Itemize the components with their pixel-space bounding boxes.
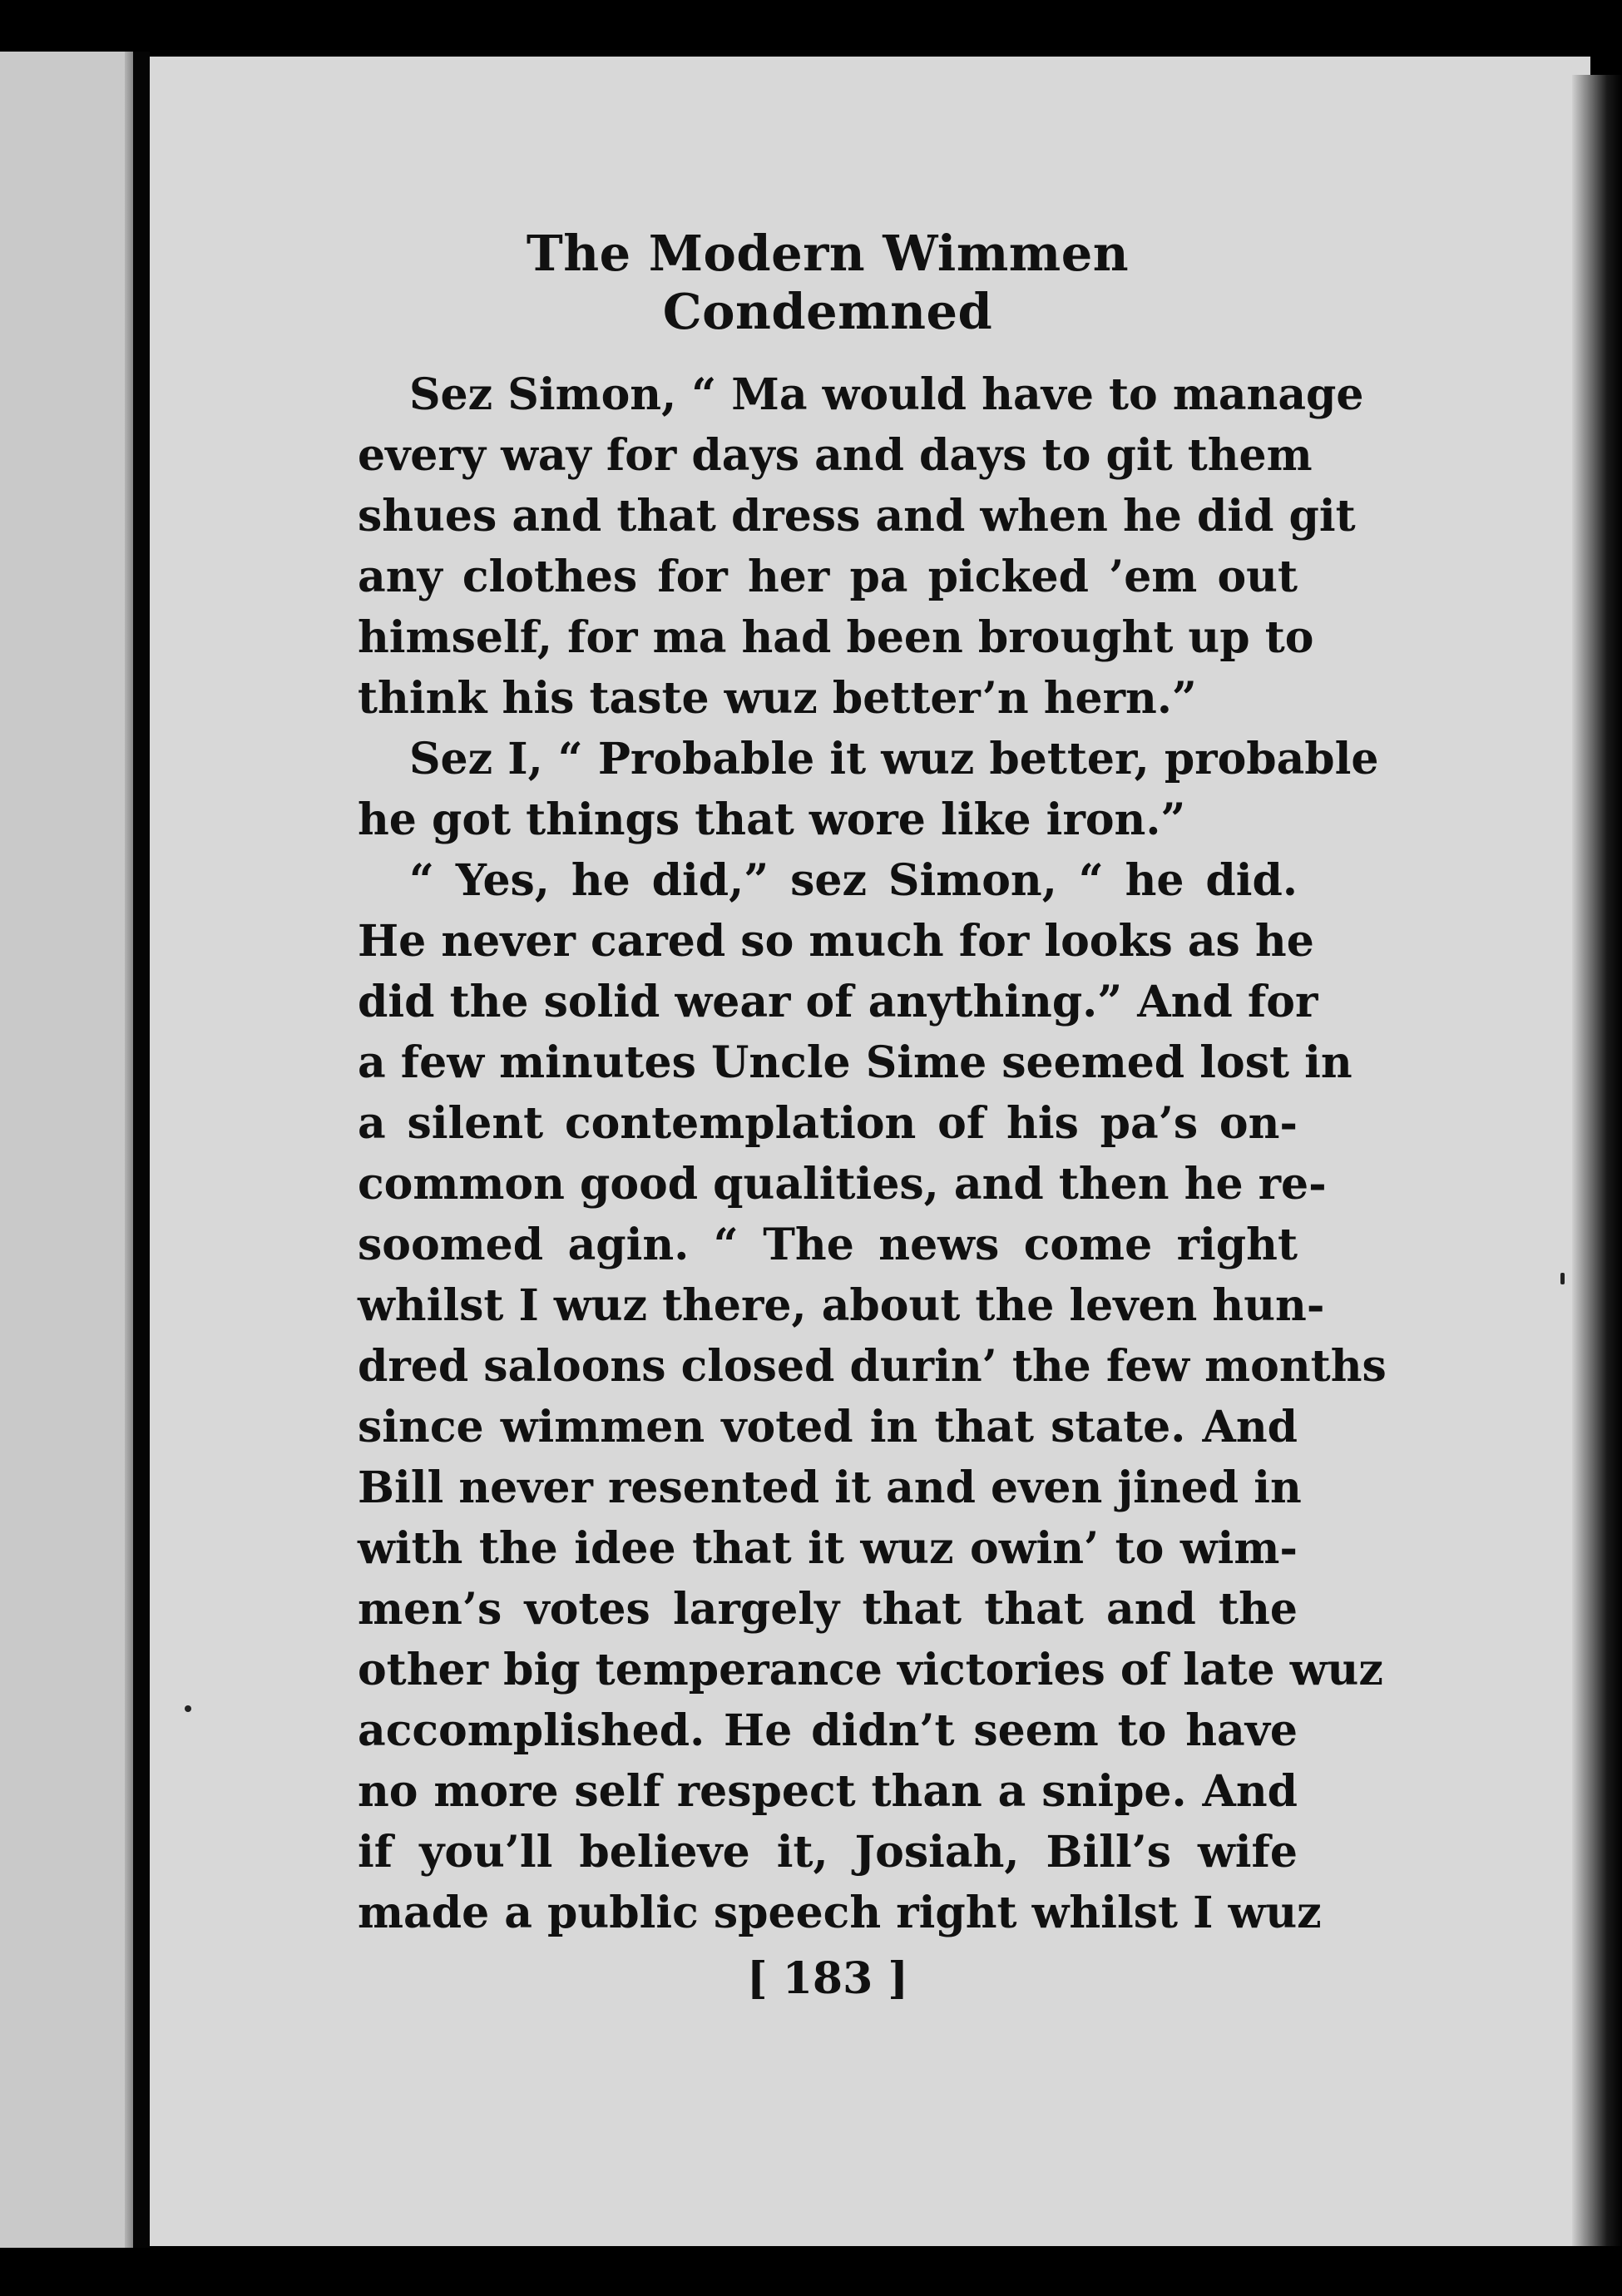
text-line: “ Yes, he did,” sez Simon, “ he did. [409, 855, 1298, 906]
text-line: Sez Simon, “ Ma would have to manage [409, 369, 1364, 420]
book-gutter [133, 52, 150, 2248]
text-line: think his taste wuz better’n hern.” [358, 673, 1197, 724]
text-line: a silent contemplation of his pa’s on- [358, 1098, 1298, 1149]
text-line: did the solid wear of anything.” And for [358, 977, 1318, 1027]
text-line: accomplished. He didn’t seem to have [358, 1705, 1298, 1756]
text-line: shues and that dress and when he did git [358, 491, 1356, 542]
page-bottom-shadow [150, 2246, 1622, 2296]
running-head: The Modern Wimmen Condemned [526, 225, 1130, 340]
text-line: other big temperance victories of late wuz [358, 1645, 1383, 1695]
body-text [358, 364, 1387, 1943]
page-content [358, 225, 1387, 2008]
text-line: Bill never resented it and even jined in [358, 1462, 1302, 1513]
scan-speck [1560, 1273, 1565, 1284]
text-line: made a public speech right whilst I wuz [358, 1888, 1322, 1938]
scan-speck [185, 1705, 191, 1712]
text-line: whilst I wuz there, about the leven hun- [358, 1280, 1325, 1331]
text-line: dred saloons closed durin’ the few months [358, 1341, 1387, 1392]
text-line: since wimmen voted in that state. And [358, 1402, 1298, 1452]
text-line: no more self respect than a snipe. And [358, 1766, 1298, 1817]
page-right-edge [1572, 75, 1622, 2254]
text-line: every way for days and days to git them [358, 430, 1313, 481]
page-number: [ 183 ] [747, 1953, 908, 2004]
text-line: himself, for ma had been brought up to [358, 612, 1314, 663]
text-line: if you’ll believe it, Josiah, Bill’s wife [358, 1827, 1298, 1878]
text-line: soomed agin. “ The news come right [358, 1220, 1298, 1270]
text-line: a few minutes Uncle Sime seemed lost in [358, 1037, 1352, 1088]
text-line: men’s votes largely that that and the [358, 1584, 1298, 1635]
text-line: He never cared so much for looks as he [358, 916, 1314, 967]
text-line: he got things that wore like iron.” [358, 794, 1186, 845]
text-line: Sez I, “ Probable it wuz better, probable [409, 734, 1379, 784]
text-line: common good qualities, and then he re- [358, 1159, 1327, 1210]
text-line: with the idee that it wuz owin’ to wim- [358, 1523, 1298, 1574]
text-line: any clothes for her pa picked ’em out [358, 552, 1298, 602]
